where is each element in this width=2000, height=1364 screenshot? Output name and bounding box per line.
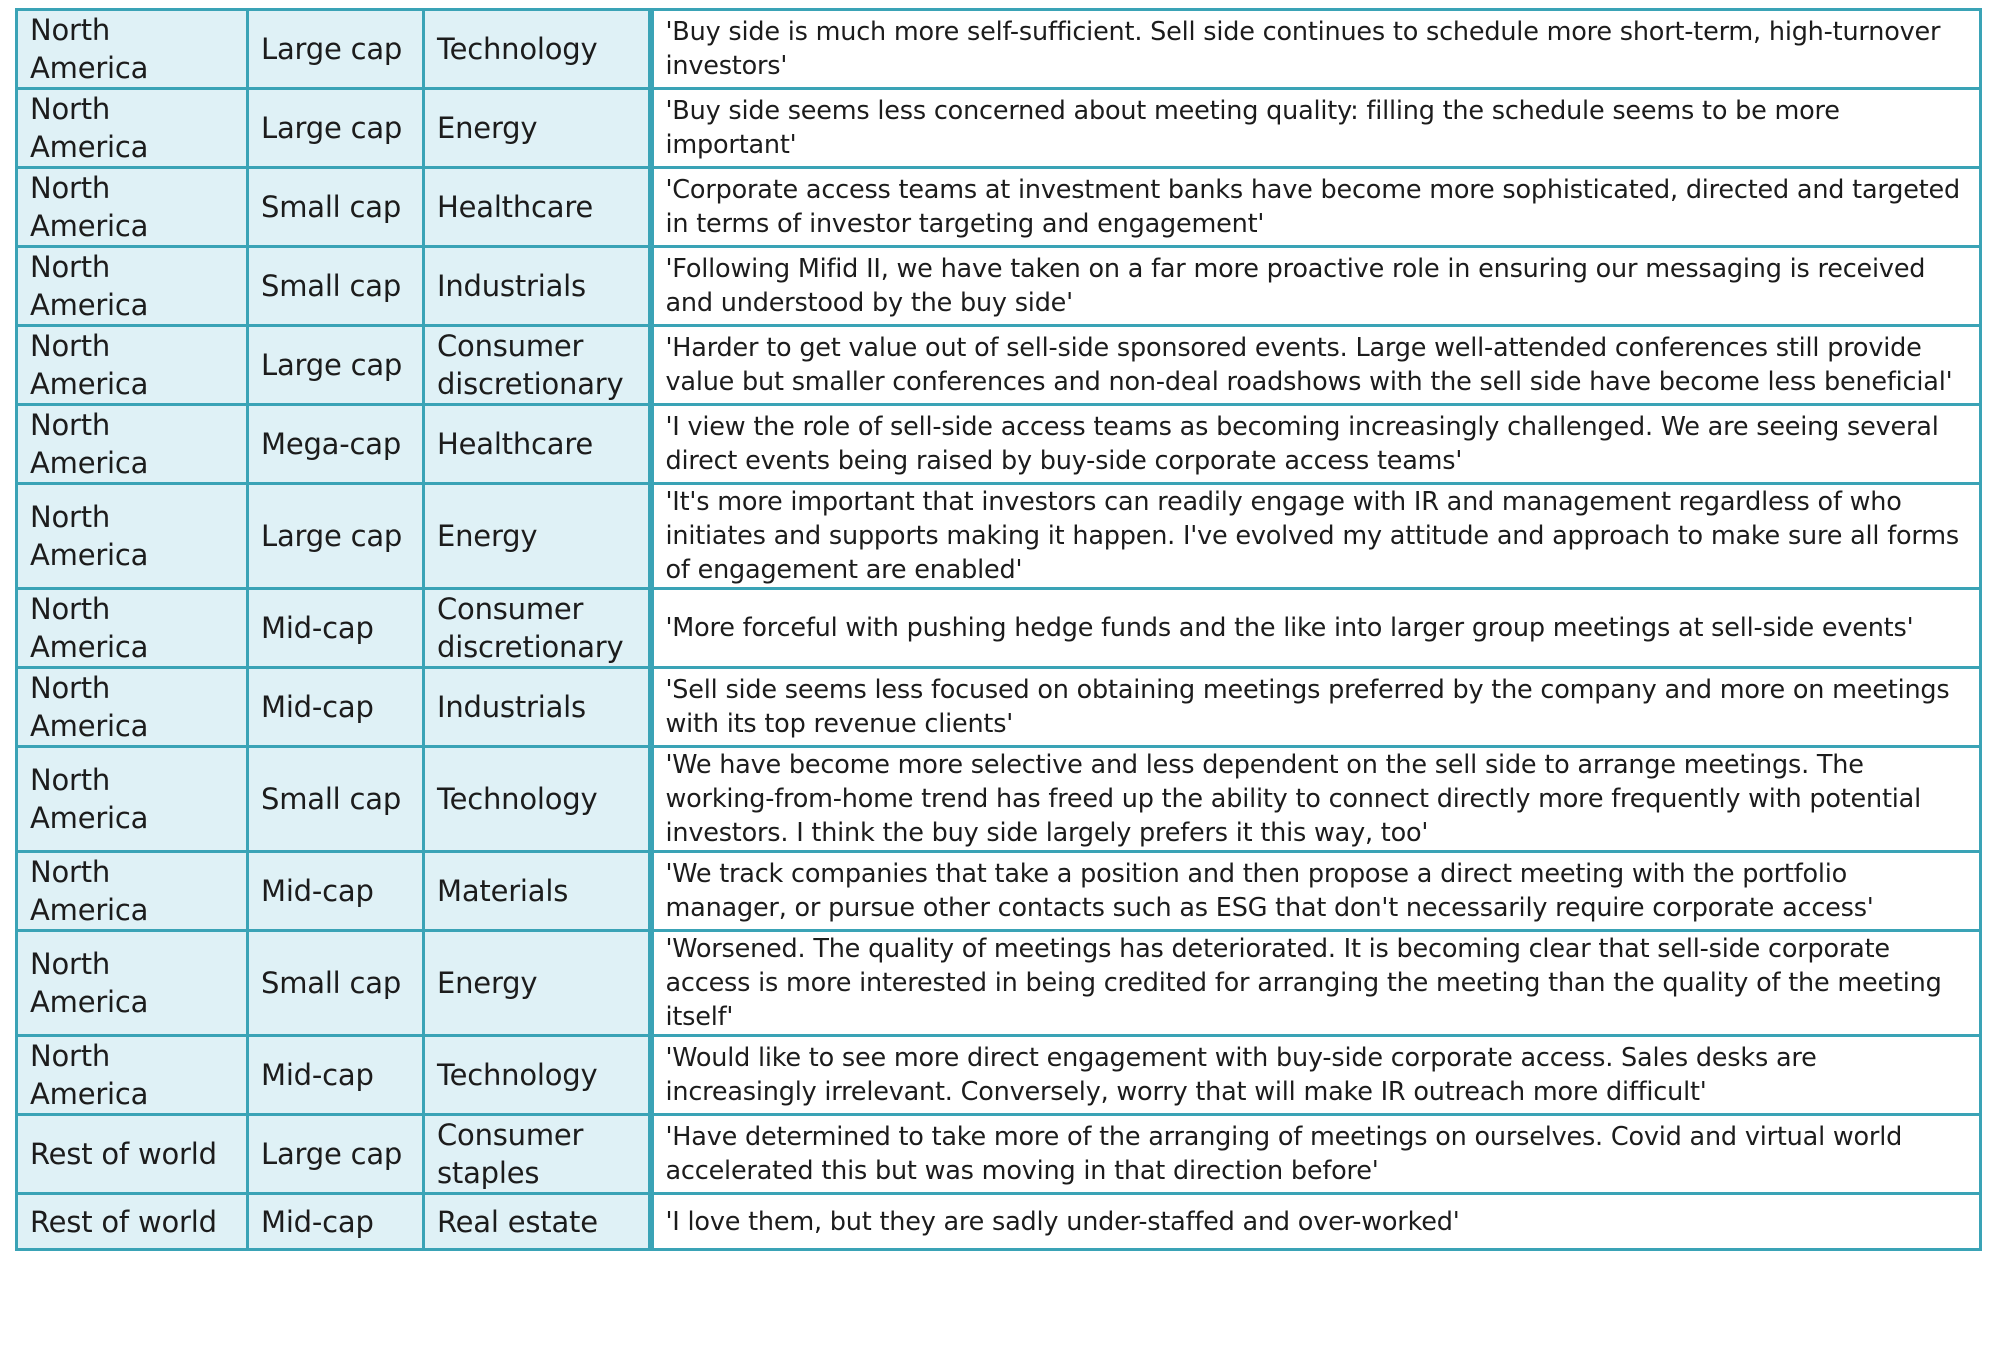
cap-cell: Mid-cap <box>248 1036 424 1115</box>
table-row <box>17 931 1981 1036</box>
cap-cell: Mid-cap <box>248 589 424 668</box>
region-cell: North America <box>17 247 248 326</box>
table-row <box>17 89 1981 168</box>
quotes-table <box>15 8 1982 1251</box>
cap-cell: Mega-cap <box>248 405 424 484</box>
cap-cell: Small cap <box>248 931 424 1036</box>
sector-cell: Industrials <box>424 668 651 747</box>
table-row <box>17 1115 1981 1194</box>
sector-cell: Technology <box>424 10 651 89</box>
cap-cell: Large cap <box>248 10 424 89</box>
region-cell: North America <box>17 747 248 852</box>
sector-cell: Healthcare <box>424 168 651 247</box>
quote-cell: 'More forceful with pushing hedge funds and the like into larger group meetings at sell-side events' <box>651 589 1981 668</box>
region-cell: Rest of world <box>17 1115 248 1194</box>
quote-cell: 'Worsened. The quality of meetings has deteriorated. It is becoming clear that sell-side corporate access is more interested in being credited for arranging the meeting than the quality of the meeting itself' <box>651 931 1981 1036</box>
quote-cell: 'Corporate access teams at investment banks have become more sophisticated, directed and targeted in terms of investor targeting and engagement' <box>651 168 1981 247</box>
region-cell: North America <box>17 168 248 247</box>
region-cell: North America <box>17 10 248 89</box>
quote-cell: 'Have determined to take more of the arranging of meetings on ourselves. Covid and virtual world accelerated this but was moving in that direction before' <box>651 1115 1981 1194</box>
table-row <box>17 668 1981 747</box>
cap-cell: Large cap <box>248 326 424 405</box>
quote-cell: 'I love them, but they are sadly under-staffed and over-worked' <box>651 1194 1981 1250</box>
region-cell: North America <box>17 931 248 1036</box>
sector-cell: Consumer discretionary <box>424 589 651 668</box>
quote-cell: 'Sell side seems less focused on obtaining meetings preferred by the company and more on meetings with its top revenue clients' <box>651 668 1981 747</box>
sector-cell: Consumer staples <box>424 1115 651 1194</box>
quote-cell: 'Buy side is much more self-sufficient. Sell side continues to schedule more short-term, high-turnover investors' <box>651 10 1981 89</box>
region-cell: North America <box>17 405 248 484</box>
region-cell: North America <box>17 589 248 668</box>
table-row <box>17 589 1981 668</box>
quote-cell: 'Buy side seems less concerned about meeting quality: filling the schedule seems to be more important' <box>651 89 1981 168</box>
region-cell: North America <box>17 852 248 931</box>
table-row <box>17 1036 1981 1115</box>
region-cell: North America <box>17 484 248 589</box>
quotes-table-body <box>17 10 1981 1250</box>
cap-cell: Small cap <box>248 747 424 852</box>
cap-cell: Large cap <box>248 1115 424 1194</box>
region-cell: North America <box>17 1036 248 1115</box>
table-row <box>17 168 1981 247</box>
cap-cell: Large cap <box>248 89 424 168</box>
cap-cell: Small cap <box>248 247 424 326</box>
quote-cell: 'Following Mifid II, we have taken on a far more proactive role in ensuring our messaging is received and understood by the buy side' <box>651 247 1981 326</box>
table-row <box>17 10 1981 89</box>
region-cell: North America <box>17 326 248 405</box>
quote-cell: 'We track companies that take a position and then propose a direct meeting with the portfolio manager, or pursue other contacts such as ESG that don't necessarily require corporate access' <box>651 852 1981 931</box>
sector-cell: Technology <box>424 747 651 852</box>
sector-cell: Energy <box>424 484 651 589</box>
sector-cell: Real estate <box>424 1194 651 1250</box>
quote-cell: 'I view the role of sell-side access teams as becoming increasingly challenged. We are seeing several direct events being raised by buy-side corporate access teams' <box>651 405 1981 484</box>
table-row <box>17 747 1981 852</box>
table-row <box>17 405 1981 484</box>
table-row <box>17 247 1981 326</box>
table-row <box>17 852 1981 931</box>
quote-cell: 'We have become more selective and less dependent on the sell side to arrange meetings. The working-from-home trend has freed up the ability to connect directly more frequently with potential investors. I think the buy side largely prefers it this way, too' <box>651 747 1981 852</box>
region-cell: North America <box>17 668 248 747</box>
quote-cell: 'Would like to see more direct engagement with buy-side corporate access. Sales desks are increasingly irrelevant. Conversely, worry that will make IR outreach more difficult' <box>651 1036 1981 1115</box>
cap-cell: Large cap <box>248 484 424 589</box>
sector-cell: Healthcare <box>424 405 651 484</box>
cap-cell: Small cap <box>248 168 424 247</box>
quote-cell: 'It's more important that investors can readily engage with IR and management regardless of who initiates and supports making it happen. I've evolved my attitude and approach to make sure all forms of engagement are enabled' <box>651 484 1981 589</box>
sector-cell: Energy <box>424 89 651 168</box>
cap-cell: Mid-cap <box>248 852 424 931</box>
cap-cell: Mid-cap <box>248 1194 424 1250</box>
sector-cell: Materials <box>424 852 651 931</box>
table-row <box>17 484 1981 589</box>
sector-cell: Technology <box>424 1036 651 1115</box>
quote-cell: 'Harder to get value out of sell-side sponsored events. Large well-attended conferences still provide value but smaller conferences and non-deal roadshows with the sell side have become less beneficial' <box>651 326 1981 405</box>
table-row <box>17 326 1981 405</box>
table-row <box>17 1194 1981 1250</box>
sector-cell: Industrials <box>424 247 651 326</box>
sector-cell: Consumer discretionary <box>424 326 651 405</box>
region-cell: North America <box>17 89 248 168</box>
sector-cell: Energy <box>424 931 651 1036</box>
cap-cell: Mid-cap <box>248 668 424 747</box>
region-cell: Rest of world <box>17 1194 248 1250</box>
